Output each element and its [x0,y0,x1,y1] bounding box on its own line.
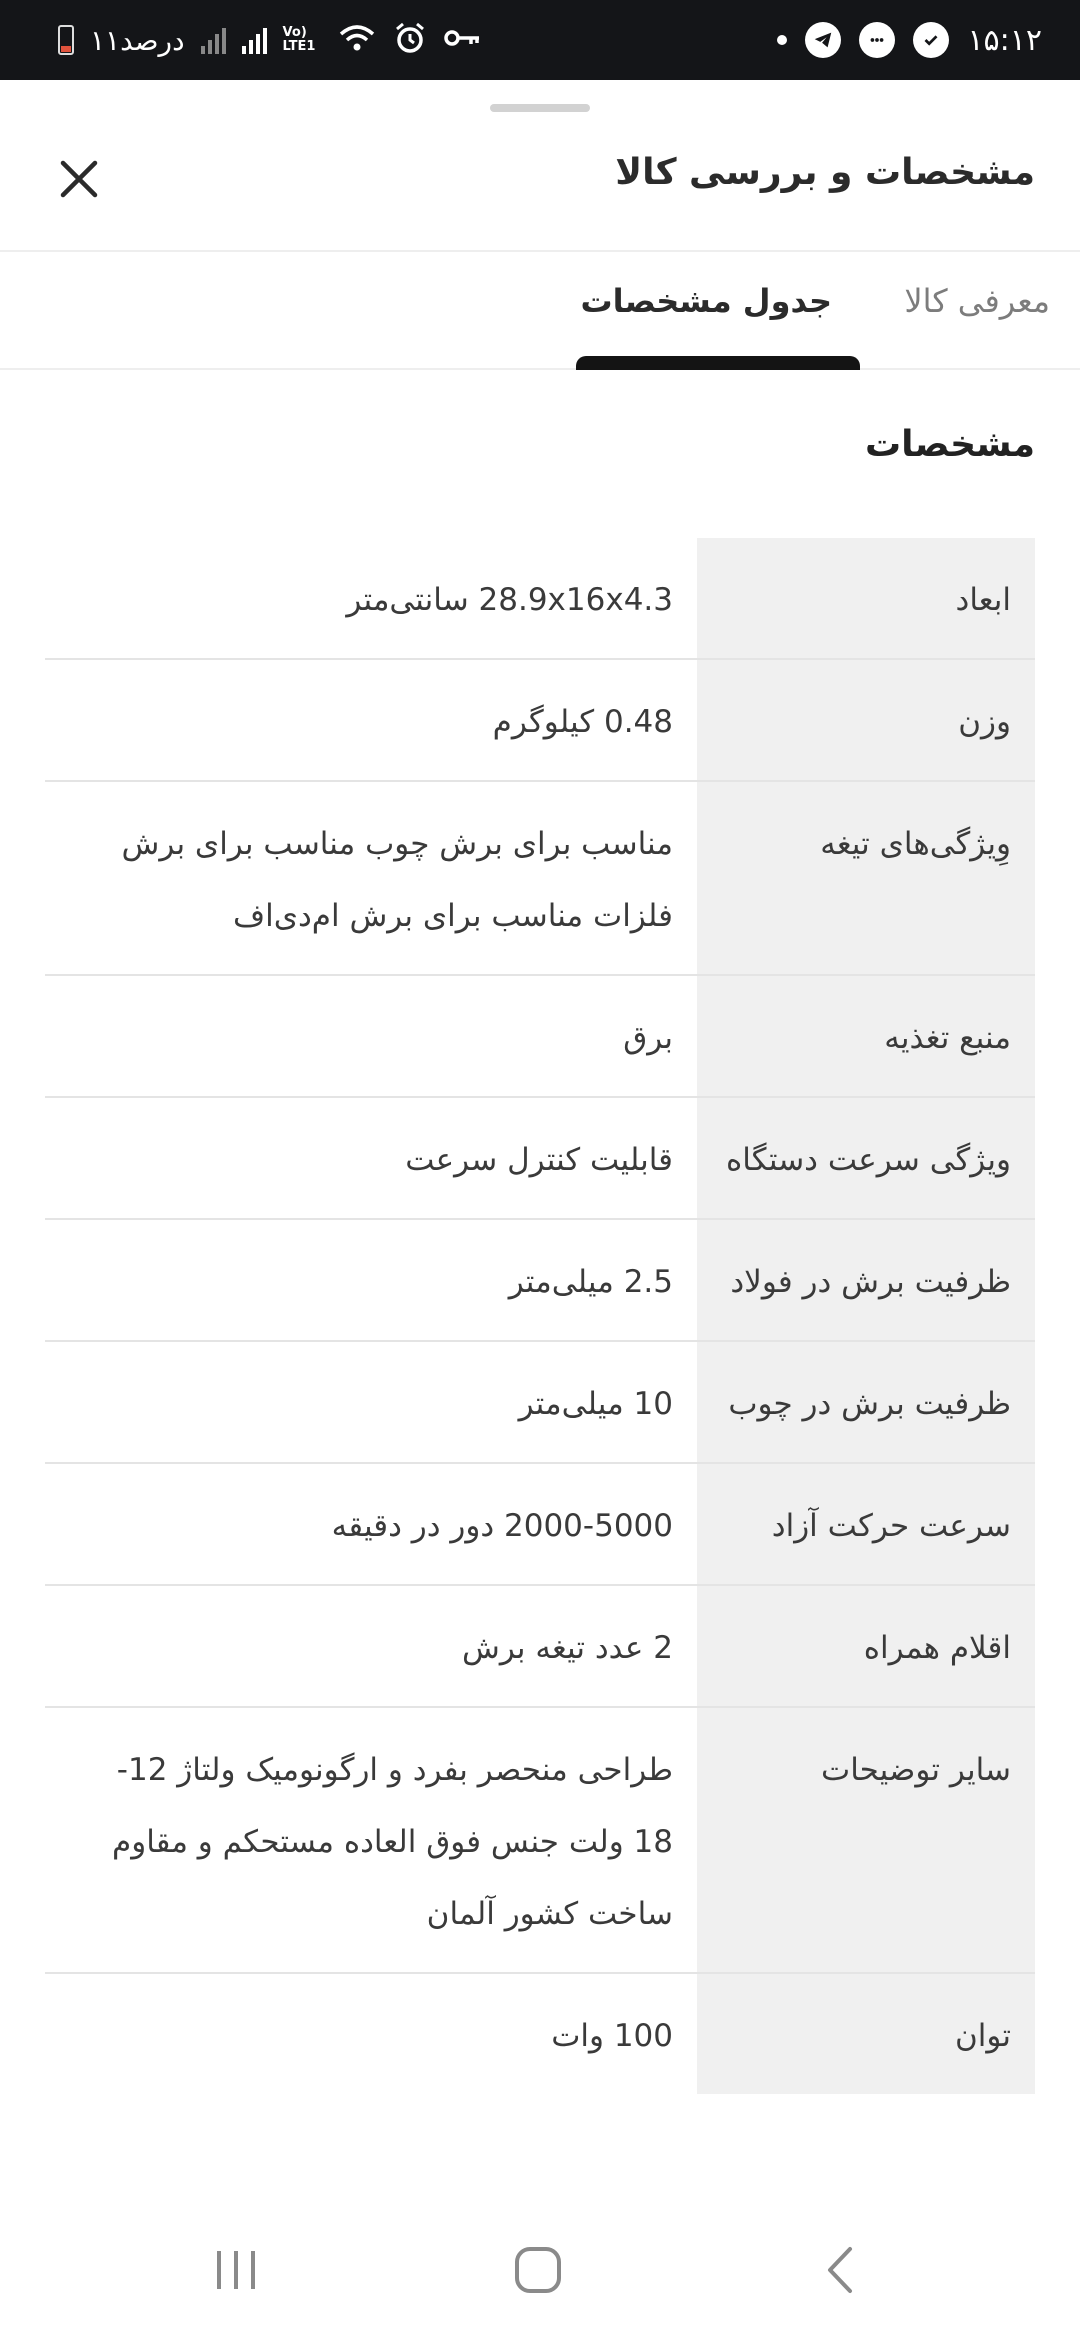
tab-bar [0,252,1080,370]
spec-key: سرعت حرکت آزاد [697,1464,1035,1584]
spec-value: 2000-5000 دور در دقیقه [331,1508,673,1544]
spec-key: وِیژگی‌های تیغه [697,782,1035,974]
table-row [45,976,1035,1098]
table-row [45,1586,1035,1708]
section-title: مشخصات [864,424,1035,465]
sheet-header [0,120,1080,252]
spec-value: 2 عدد تیغه برش [461,1630,673,1666]
alarm-icon [393,21,427,59]
table-row [45,1974,1035,2094]
active-tab-indicator [576,356,860,370]
spec-key: ابعاد [697,538,1035,658]
sheet-drag-handle[interactable] [490,104,590,112]
close-button[interactable] [50,150,108,208]
spec-key: ویژگی سرعت دستگاه [697,1098,1035,1218]
spec-table [45,538,1035,2094]
table-row [45,1708,1035,1974]
status-left-group [58,0,483,80]
table-row [45,1464,1035,1586]
spec-value: 100 وات [551,2018,673,2054]
table-row [45,1098,1035,1220]
spec-key: ظرفیت برش در چوب [697,1342,1035,1462]
wifi-icon [337,22,377,58]
check-shield-icon [913,22,949,58]
recent-apps-button[interactable] [196,2230,276,2310]
lte-label: Vo) LTE1 [282,25,316,54]
back-icon [820,2245,860,2295]
dot-icon [777,35,787,45]
signal-icon-2 [242,26,267,54]
system-nav-bar [0,2200,1080,2340]
status-bar [0,0,1080,80]
signal-icon [201,26,226,54]
key-icon [443,26,483,54]
spec-key: ظرفیت برش در فولاد [697,1220,1035,1340]
table-row [45,538,1035,660]
spec-value: مناسب برای برش چوب مناسب برای برش فلزات مناسب برای برش ام‌دی‌اف [121,826,673,934]
spec-value: قابلیت کنترل سرعت [405,1142,673,1178]
telegram-icon [805,22,841,58]
spec-key: اقلام همراه [697,1586,1035,1706]
battery-icon [58,25,74,55]
tab-product-intro[interactable]: معرفی کالا [904,282,1050,320]
table-row [45,660,1035,782]
home-icon [513,2245,563,2295]
table-row [45,782,1035,976]
back-button[interactable] [800,2230,880,2310]
status-time: ۱۵:۱۲ [967,22,1042,58]
table-row [45,1342,1035,1464]
table-row [45,1220,1035,1342]
battery-percent: ۱۱درصد [90,23,185,57]
tab-specs-table[interactable]: جدول مشخصات [580,282,832,320]
spec-value: طراحی منحصر بفرد و ارگونومیک ولتاژ 12-18 ولت جنس فوق العاده مستحکم و مقاوم ساخت کشور آلمان [112,1752,673,1932]
messages-icon [859,22,895,58]
spec-value: 2.5 میلی‌متر [508,1264,673,1300]
sheet-title: مشخصات و بررسی کالا [615,152,1035,193]
spec-key: منبع تغذیه [697,976,1035,1096]
recent-apps-icon [211,2247,261,2293]
spec-key: سایر توضیحات [697,1708,1035,1972]
spec-key: وزن [697,660,1035,780]
home-button[interactable] [498,2230,578,2310]
spec-value: 28.9x16x4.3 سانتی‌متر [346,582,673,618]
spec-value: 0.48 کیلوگرم [492,704,673,740]
spec-key: توان [697,1974,1035,2094]
status-right-group [767,0,1042,80]
close-icon [59,159,99,199]
spec-value: برق [623,1020,673,1056]
spec-value: 10 میلی‌متر [518,1386,673,1422]
